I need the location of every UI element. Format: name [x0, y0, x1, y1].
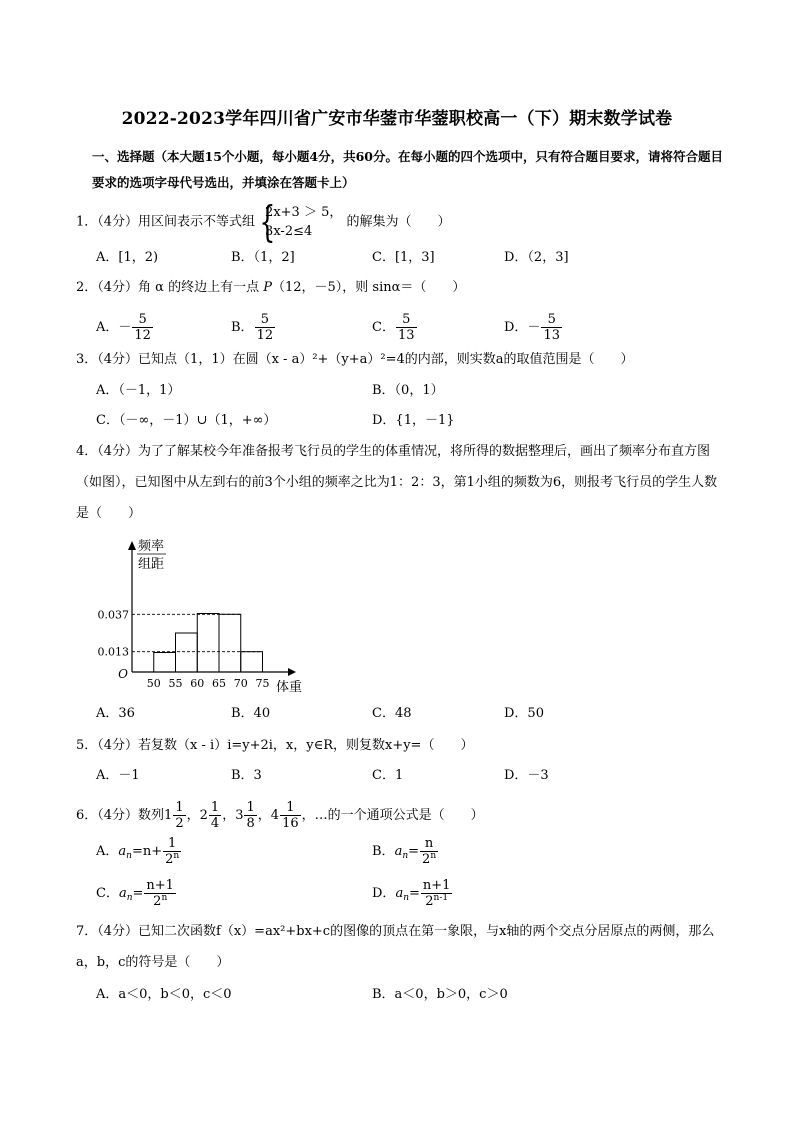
fraction — [244, 800, 256, 831]
denominator: 13 — [397, 328, 415, 343]
numerator: 5 — [255, 312, 276, 328]
q5-option-b[interactable]: B．3 — [231, 768, 262, 783]
origin-label: O — [118, 667, 128, 681]
mixed-number — [235, 800, 258, 831]
denominator: 12 — [256, 328, 274, 343]
histogram-bar — [219, 614, 241, 672]
denominator: 4 — [210, 816, 220, 831]
histogram-bar — [197, 614, 219, 673]
fraction — [163, 836, 181, 867]
numerator: 5 — [541, 312, 562, 328]
denominator-base: 2 — [165, 852, 174, 867]
equals-expression: =n+ — [131, 844, 163, 859]
whole-part: 3 — [235, 808, 244, 823]
sequence-term: a — [118, 844, 127, 859]
numerator: 5 — [132, 312, 153, 328]
x-axis-label: 体重 — [276, 680, 303, 695]
histogram-bar — [176, 633, 198, 672]
numerator: 5 — [396, 312, 417, 328]
inequality-1: 2x+3 ＞ 5， — [265, 205, 343, 220]
whole-part: 1 — [164, 808, 173, 823]
fraction — [144, 878, 176, 909]
question-2-text: 2．（4分）角 α 的终边上有一点 — [76, 280, 264, 295]
y-tick-label: 0.013 — [97, 645, 129, 659]
numerator: n+1 — [146, 878, 174, 893]
q6-option-b[interactable] — [372, 836, 439, 867]
q6-option-d[interactable] — [372, 878, 453, 909]
histogram-bar — [241, 652, 263, 672]
exponent: n-1 — [433, 893, 449, 903]
denominator — [420, 852, 438, 867]
q5-option-a[interactable]: A．－1 — [96, 768, 140, 783]
inequality-2: 3x-2≤4 — [265, 224, 313, 239]
option-letter: C． — [96, 886, 119, 901]
denominator: 2 — [175, 816, 184, 831]
numerator: 1 — [280, 800, 301, 816]
question-3: 3．（4分）已知点（1，1）在圆（x - a）²+（y+a）²=4的内部，则实数a的取值范围是（ ） — [76, 352, 634, 367]
q4-option-d[interactable]: D．50 — [504, 706, 544, 721]
fraction — [420, 836, 438, 867]
question-5: 5．（4分）若复数（x - i）i=y+2i，x，y∈R，则复数x+y=（ ） — [76, 738, 474, 753]
equals-expression: = — [409, 886, 420, 901]
y-axis-label-bottom: 组距 — [138, 557, 165, 572]
question-2 — [76, 279, 465, 297]
page-title: 2022-2023学年四川省广安市华蓥市华蓥职校高一（下）期末数学试卷 — [121, 109, 673, 129]
equals-expression: = — [132, 886, 144, 901]
numerator: 1 — [163, 836, 181, 852]
q7-option-b[interactable]: B．a＜0，b＞0，c＞0 — [372, 987, 508, 1002]
x-axis-arrow-icon — [288, 668, 296, 676]
question-4: 4．（4分）为了了解某校今年准备报考飞行员的学生的体重情况，将所得的数据整理后，画出了频率分布直方图（如图），已知图中从左到右的前3个小组的频率之比为1：2：3，第1小组的频数为6，则报考飞行员的学生人数是（ ） — [76, 444, 718, 521]
q5-option-d[interactable]: D．－3 — [504, 768, 549, 783]
question-6-suffix: ，…的一个通项公式是（ ） — [301, 808, 484, 823]
numerator: n+1 — [422, 878, 451, 893]
subscript: n — [402, 851, 409, 861]
fraction — [209, 800, 221, 831]
mixed-number — [270, 800, 302, 831]
q7-option-a[interactable]: A．a＜0，b＜0，c＜0 — [96, 987, 232, 1002]
whole-part: 2 — [199, 808, 208, 823]
q6-option-a[interactable] — [96, 836, 182, 867]
question-6: 6．（4分）数列1 $\frac{1}{2}$ ，2 $\frac{1}{4}$ ，3 $\frac{1}{8}$ ，4 $\frac{1}{16}$ ，…的一个通项公式是（ ） — [76, 800, 484, 831]
option-letter: D． — [372, 886, 396, 901]
subscript: n — [126, 893, 133, 903]
option-letter: C． — [372, 320, 395, 335]
exponent: n — [430, 851, 437, 861]
option-letter: A． — [96, 320, 119, 335]
equals-expression: = — [408, 844, 420, 859]
numerator: 1 — [210, 800, 220, 815]
q1-option-d[interactable]: D．（2，3] — [504, 250, 569, 265]
numerator: 1 — [246, 800, 255, 815]
sequence-term: a — [394, 844, 403, 859]
option-sign: － — [118, 320, 132, 335]
q2-option-a[interactable] — [96, 312, 154, 343]
option-letter: D． — [504, 320, 528, 335]
mixed-number — [199, 800, 223, 831]
y-tick-label: 0.037 — [97, 608, 129, 622]
q3-option-c[interactable]: C．（－∞，－1）∪（1，+∞） — [96, 413, 277, 428]
denominator-base: 2 — [153, 894, 162, 909]
question-7: 7．（4分）已知二次函数f（x）=ax²+bx+c的图像的顶点在第一象限，与x轴的两个交点分居原点的两侧，那么a，b，c的符号是（ ） — [76, 924, 715, 970]
fraction — [132, 312, 153, 343]
subscript: n — [403, 893, 409, 903]
x-tick-label: 70 — [233, 677, 248, 690]
numerator: 1 — [175, 800, 184, 815]
denominator — [163, 852, 181, 867]
sequence-term: a — [118, 886, 127, 901]
q4-option-a[interactable]: A．36 — [96, 706, 135, 721]
q6-option-c[interactable] — [96, 878, 177, 909]
q4-option-c[interactable]: C．48 — [372, 706, 412, 721]
exponent: n — [161, 893, 168, 903]
fraction — [541, 312, 562, 343]
y-axis-label-top: 频率 — [138, 539, 165, 554]
question-1 — [76, 197, 451, 246]
x-tick-label: 60 — [190, 677, 205, 690]
denominator — [144, 894, 176, 909]
q3-option-d[interactable]: D．{1，－1} — [372, 413, 455, 428]
x-tick-label: 55 — [168, 677, 183, 690]
q2-option-c[interactable] — [372, 312, 418, 343]
q3-option-a[interactable]: A．（－1，1） — [96, 383, 181, 398]
x-tick-label: 75 — [255, 677, 270, 690]
q2-option-d[interactable] — [504, 312, 563, 343]
question-1-prefix: 1．（4分）用区间表示不等式组 — [76, 214, 256, 230]
option-letter: B． — [231, 320, 254, 335]
denominator-base: 2 — [422, 852, 431, 867]
fraction — [421, 878, 453, 909]
section-heading: 一、选择题（本大题15个小题，每小题4分，共60分。在每小题的四个选项中，只有符合题目要求，请将符合题目要求的选项字母代号选出，并填涂在答题卡上） — [92, 149, 723, 190]
option-sign: － — [527, 320, 541, 335]
denominator-base: 2 — [425, 894, 434, 909]
x-tick-label: 50 — [146, 677, 161, 690]
inequality-system — [255, 197, 343, 246]
q1-option-c[interactable]: C．[1，3] — [372, 250, 435, 265]
fraction — [396, 312, 417, 343]
exponent: n — [173, 851, 180, 861]
denominator: 12 — [134, 328, 151, 343]
frequency-histogram — [97, 538, 314, 698]
q2-option-b[interactable] — [231, 312, 276, 343]
fraction — [255, 312, 276, 343]
whole-part: 4 — [270, 808, 280, 823]
x-tick-label: 65 — [212, 677, 226, 690]
option-letter: B． — [372, 844, 395, 859]
fraction — [173, 800, 185, 831]
fraction — [280, 800, 301, 831]
brace-icon: { — [259, 197, 276, 246]
option-letter: A． — [96, 844, 119, 859]
mixed-number — [164, 800, 187, 831]
denominator: 8 — [246, 816, 255, 831]
numerator: n — [420, 836, 438, 852]
denominator: 13 — [543, 328, 560, 343]
q5-option-c[interactable]: C．1 — [372, 768, 404, 783]
y-axis-arrow-icon — [128, 541, 136, 550]
sequence-term: a — [395, 886, 404, 901]
q1-option-a[interactable]: A．[1，2) — [96, 250, 159, 265]
point-variable: P — [263, 280, 272, 295]
q3-option-b[interactable]: B．（0，1） — [372, 383, 444, 398]
question-2-text-end: （12，－5），则 sinα＝（ ） — [271, 280, 466, 295]
denominator — [421, 894, 453, 909]
denominator: 16 — [282, 816, 299, 831]
histogram-bar — [154, 653, 176, 673]
q4-option-b[interactable]: B．40 — [231, 706, 271, 721]
question-1-suffix: 的解集为（ ） — [346, 214, 451, 230]
subscript: n — [126, 851, 132, 861]
question-6-prefix: 6．（4分）数列 — [76, 808, 165, 823]
q1-option-b[interactable]: B．（1，2] — [231, 250, 295, 265]
